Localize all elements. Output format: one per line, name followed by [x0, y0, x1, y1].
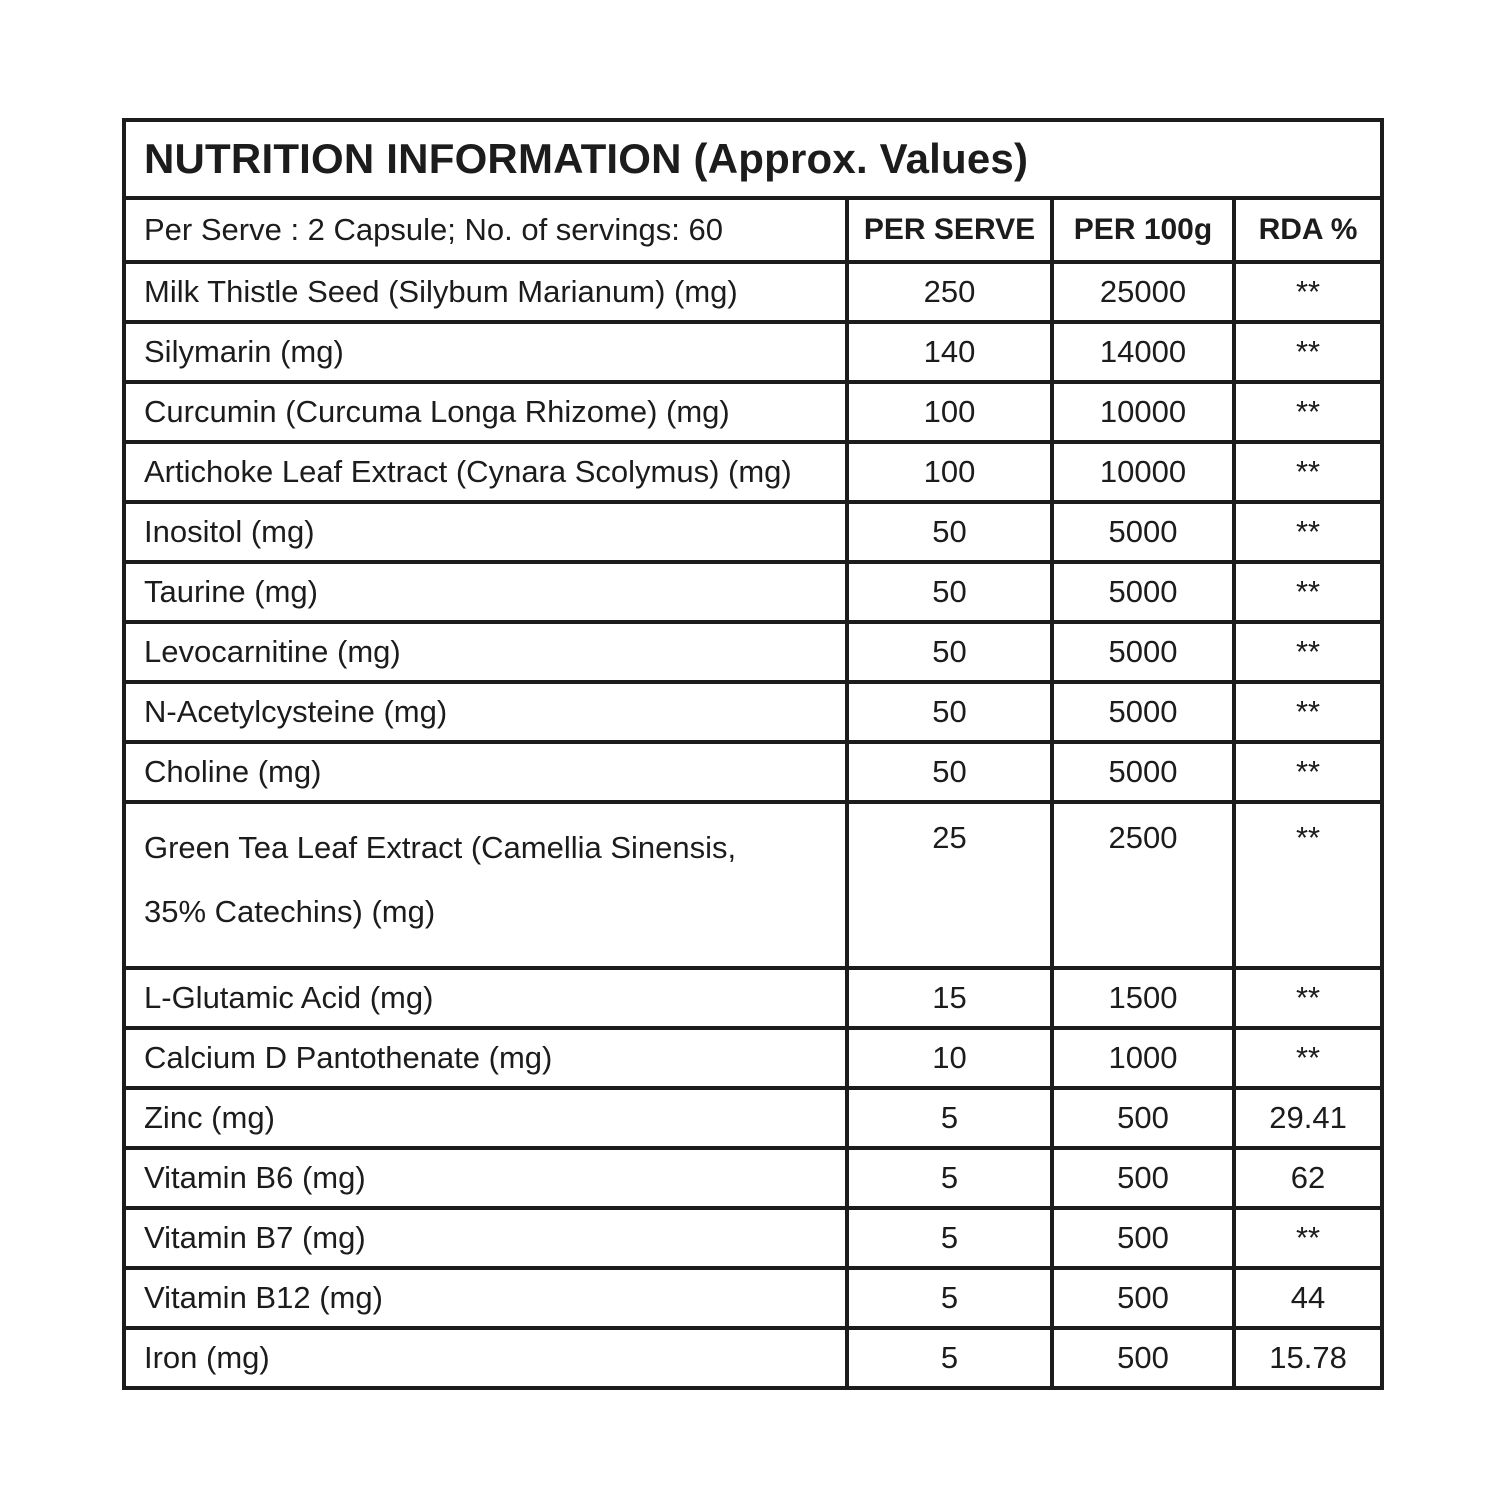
ingredient-name: Taurine (mg) [124, 562, 847, 622]
table-row [124, 262, 1382, 322]
per-100g-value: 500 [1052, 1148, 1234, 1208]
ingredient-name: Green Tea Leaf Extract (Camellia Sinensis, 35% Catechins) (mg) [124, 802, 847, 968]
column-header-per-100g: PER 100g [1052, 198, 1234, 262]
rda-value: ** [1234, 262, 1382, 322]
per-100g-value: 500 [1052, 1328, 1234, 1388]
rda-value: ** [1234, 1208, 1382, 1268]
per-serve-value: 50 [847, 622, 1052, 682]
ingredient-name: L-Glutamic Acid (mg) [124, 968, 847, 1028]
rda-value: ** [1234, 802, 1382, 968]
ingredient-name: Vitamin B12 (mg) [124, 1268, 847, 1328]
table-row [124, 382, 1382, 442]
table-row [124, 1148, 1382, 1208]
per-serve-value: 140 [847, 322, 1052, 382]
ingredient-name: Choline (mg) [124, 742, 847, 802]
rda-value: ** [1234, 1028, 1382, 1088]
ingredient-name: N-Acetylcysteine (mg) [124, 682, 847, 742]
per-100g-value: 5000 [1052, 742, 1234, 802]
ingredient-rows [124, 262, 1382, 1388]
per-100g-value: 1000 [1052, 1028, 1234, 1088]
table-row [124, 968, 1382, 1028]
per-100g-value: 5000 [1052, 682, 1234, 742]
rda-value: 44 [1234, 1268, 1382, 1328]
per-100g-value: 14000 [1052, 322, 1234, 382]
ingredient-name: Calcium D Pantothenate (mg) [124, 1028, 847, 1088]
rda-value: ** [1234, 502, 1382, 562]
rda-value: ** [1234, 742, 1382, 802]
table-row [124, 442, 1382, 502]
per-serve-value: 5 [847, 1148, 1052, 1208]
table-row [124, 1088, 1382, 1148]
table-title: NUTRITION INFORMATION (Approx. Values) [124, 120, 1382, 198]
rda-value: ** [1234, 442, 1382, 502]
per-serve-value: 10 [847, 1028, 1052, 1088]
rda-value: 15.78 [1234, 1328, 1382, 1388]
per-100g-value: 25000 [1052, 262, 1234, 322]
per-serve-value: 5 [847, 1328, 1052, 1388]
table-row [124, 1208, 1382, 1268]
table-row [124, 622, 1382, 682]
rda-value: 62 [1234, 1148, 1382, 1208]
table-row [124, 682, 1382, 742]
table-row [124, 562, 1382, 622]
serving-info: Per Serve : 2 Capsule; No. of servings: 60 [124, 198, 847, 262]
per-100g-value: 5000 [1052, 622, 1234, 682]
per-serve-value: 15 [847, 968, 1052, 1028]
per-serve-value: 50 [847, 562, 1052, 622]
ingredient-name: Levocarnitine (mg) [124, 622, 847, 682]
per-serve-value: 5 [847, 1208, 1052, 1268]
rda-value: ** [1234, 562, 1382, 622]
header-row [124, 198, 1382, 262]
rda-value: ** [1234, 382, 1382, 442]
rda-value: ** [1234, 682, 1382, 742]
table-row [124, 742, 1382, 802]
per-serve-value: 100 [847, 382, 1052, 442]
per-serve-value: 5 [847, 1088, 1052, 1148]
per-100g-value: 5000 [1052, 502, 1234, 562]
per-100g-value: 500 [1052, 1208, 1234, 1268]
per-serve-value: 250 [847, 262, 1052, 322]
rda-value: 29.41 [1234, 1088, 1382, 1148]
nutrition-table [122, 118, 1384, 1390]
column-header-per-serve: PER SERVE [847, 198, 1052, 262]
table-row [124, 802, 1382, 968]
per-serve-value: 25 [847, 802, 1052, 968]
ingredient-name: Silymarin (mg) [124, 322, 847, 382]
per-100g-value: 10000 [1052, 382, 1234, 442]
title-row [124, 120, 1382, 198]
per-serve-value: 50 [847, 682, 1052, 742]
column-header-rda: RDA % [1234, 198, 1382, 262]
table-row [124, 1328, 1382, 1388]
ingredient-name: Vitamin B7 (mg) [124, 1208, 847, 1268]
per-100g-value: 2500 [1052, 802, 1234, 968]
nutrition-table-wrapper [122, 118, 1380, 1390]
per-100g-value: 1500 [1052, 968, 1234, 1028]
table-row [124, 1028, 1382, 1088]
per-100g-value: 500 [1052, 1088, 1234, 1148]
ingredient-name: Inositol (mg) [124, 502, 847, 562]
ingredient-name: Vitamin B6 (mg) [124, 1148, 847, 1208]
per-100g-value: 5000 [1052, 562, 1234, 622]
ingredient-name: Iron (mg) [124, 1328, 847, 1388]
table-row [124, 502, 1382, 562]
per-serve-value: 100 [847, 442, 1052, 502]
table-row [124, 322, 1382, 382]
per-serve-value: 5 [847, 1268, 1052, 1328]
rda-value: ** [1234, 622, 1382, 682]
per-100g-value: 10000 [1052, 442, 1234, 502]
per-serve-value: 50 [847, 742, 1052, 802]
ingredient-name: Zinc (mg) [124, 1088, 847, 1148]
per-100g-value: 500 [1052, 1268, 1234, 1328]
ingredient-name: Artichoke Leaf Extract (Cynara Scolymus) (mg) [124, 442, 847, 502]
per-serve-value: 50 [847, 502, 1052, 562]
rda-value: ** [1234, 968, 1382, 1028]
ingredient-name: Milk Thistle Seed (Silybum Marianum) (mg) [124, 262, 847, 322]
table-row [124, 1268, 1382, 1328]
ingredient-name: Curcumin (Curcuma Longa Rhizome) (mg) [124, 382, 847, 442]
rda-value: ** [1234, 322, 1382, 382]
